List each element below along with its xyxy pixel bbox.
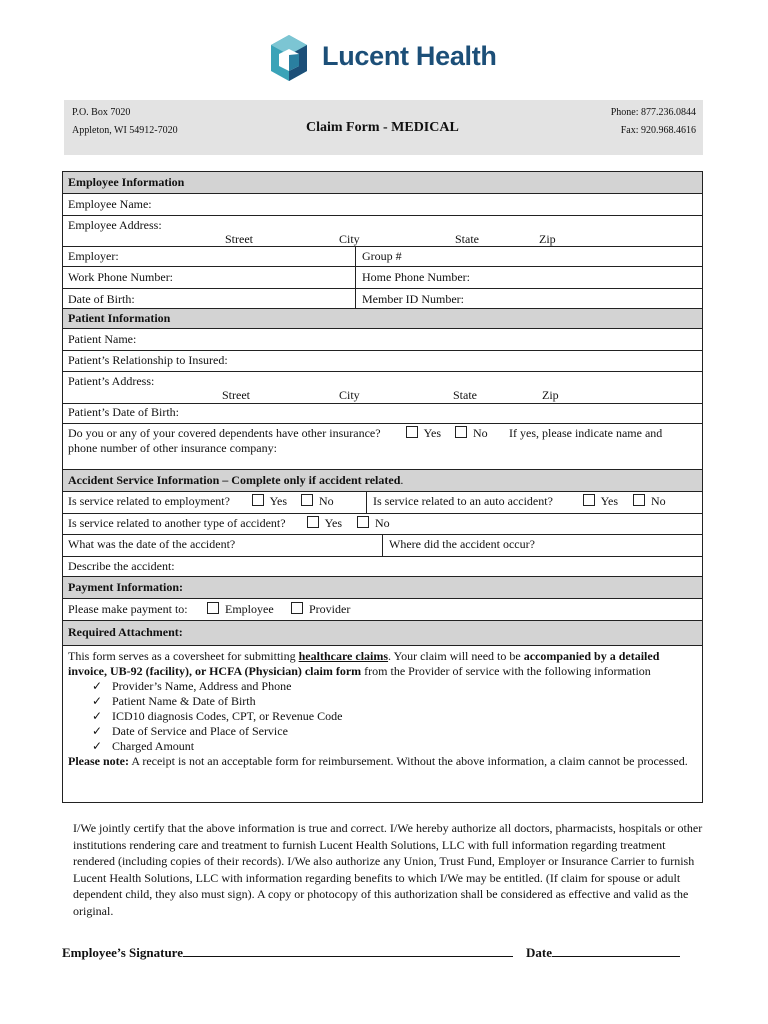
employment-yes[interactable]: Yes	[252, 494, 287, 509]
date-label: Date	[526, 945, 552, 960]
attachment-section-header: Required Attachment:	[63, 621, 702, 646]
employment-accident-row	[63, 492, 702, 514]
accident-divider-2	[382, 535, 383, 556]
other-insurance-followup: If yes, please indicate name and	[509, 426, 663, 440]
employee-dob-label: Date of Birth:	[68, 292, 135, 306]
checkmark-icon: ✓	[92, 709, 103, 723]
employer-label: Employer:	[68, 249, 119, 263]
state-label: State	[455, 232, 479, 246]
employee-signature-line[interactable]	[62, 944, 513, 961]
accident-date-label: What was the date of the accident?	[68, 537, 236, 551]
employment-no[interactable]: No	[301, 494, 334, 509]
note-text: A receipt is not an acceptable form for reimbursement. Without the above information, a claim cannot be processed.	[128, 754, 688, 768]
checkbox-icon[interactable]	[583, 494, 595, 506]
relationship-label: Patient’s Relationship to Insured:	[68, 353, 228, 367]
claim-form-table	[62, 171, 703, 803]
employee-name-label: Employee Name:	[68, 197, 152, 211]
member-id-label: Member ID Number:	[362, 292, 464, 306]
phone: Phone: 877.236.0844	[610, 107, 696, 118]
accident-where-label: Where did the accident occur?	[389, 537, 535, 551]
phone-row[interactable]	[63, 267, 702, 289]
fax: Fax: 920.968.4616	[620, 125, 696, 136]
payment-provider[interactable]: Provider	[291, 602, 350, 617]
lucent-health-logo	[268, 33, 508, 85]
attachment-list	[68, 679, 693, 754]
zip-label: Zip	[539, 232, 556, 246]
attachment-text: This form serves as a coversheet for submitting healthcare claims. Your claim will need to be accompanied by a detailed invoice, UB-92 (facility), or HCFA (Physician) claim form from the Provider of service with the following information ✓ Provider’s Name, Address and Phone ✓ Patient Name & Date of Birth ✓ ICD10 diagnosis Codes, CPT, or Revenue Code ✓ Date of Service and Place of Service ✓ Charged Amount Please note: A receipt is not an acceptable form for reimbursement. Without the above information, a claim cannot be processed.	[68, 649, 693, 769]
relationship-row[interactable]	[63, 351, 702, 372]
patient-name-label: Patient Name:	[68, 332, 137, 346]
other-accident-row	[63, 514, 702, 535]
signature-underline[interactable]	[183, 944, 513, 957]
state-label: State	[453, 388, 477, 402]
other-accident-no[interactable]: No	[357, 516, 390, 531]
date-underline[interactable]	[552, 944, 680, 957]
checkbox-icon[interactable]	[406, 426, 418, 438]
dob-row[interactable]	[63, 289, 702, 309]
signature-label: Employee’s Signature	[62, 945, 183, 960]
form-title: Claim Form - MEDICAL	[306, 120, 459, 135]
accident-section-header: Accident Service Information – Complete only if accident related.	[63, 470, 702, 492]
note-label: Please note:	[68, 754, 129, 768]
checkbox-icon[interactable]	[252, 494, 264, 506]
payment-employee[interactable]: Employee	[207, 602, 274, 617]
checkbox-icon[interactable]	[291, 602, 303, 614]
list-item: ✓ Patient Name & Date of Birth	[92, 694, 256, 708]
checkmark-icon: ✓	[92, 739, 103, 753]
patient-section-header: Patient Information	[63, 309, 702, 329]
work-phone-label: Work Phone Number:	[68, 270, 174, 284]
auto-no[interactable]: No	[633, 494, 666, 509]
other-accident-yes[interactable]: Yes	[307, 516, 342, 531]
payment-section-header: Payment Information:	[63, 577, 702, 599]
checkbox-icon[interactable]	[207, 602, 219, 614]
list-item: ✓ Provider’s Name, Address and Phone	[92, 679, 292, 693]
other-insurance-question: Do you or any of your covered dependents have other insurance?	[68, 426, 381, 440]
street-label: Street	[222, 388, 250, 402]
employment-question: Is service related to employment?	[68, 494, 230, 508]
list-item: ✓ ICD10 diagnosis Codes, CPT, or Revenue Code	[92, 709, 343, 723]
header-box	[64, 100, 703, 155]
group-label: Group #	[362, 249, 402, 263]
other-insurance-yes[interactable]: Yes	[406, 426, 441, 441]
certification-text: I/We jointly certify that the above information is true and correct. I/We hereby authorize all doctors, pharmacists, hospitals or other institutions rendering care and treatment to furnish Lucent Health Solutions, LLC with full information regarding treatment rendered (including copies of their records). I/We also authorize any Union, Trust Fund, Employer or Insurance Carrier to furnish Lucent Health Solutions, LLC with information regarding benefits to which I/We may be entitled. (If claim for spouse or adult dependent child, they also must sign). A copy or photocopy of this authorization shall be considered as effective and valid as the original.	[73, 821, 703, 918]
signature-date-line[interactable]	[526, 944, 680, 961]
describe-label: Describe the accident:	[68, 559, 175, 573]
checkmark-icon: ✓	[92, 724, 103, 738]
checkmark-icon: ✓	[92, 694, 103, 708]
hexagon-logo-icon	[268, 33, 310, 85]
patient-address-label: Patient’s Address:	[68, 374, 155, 388]
accident-divider-1	[366, 492, 367, 513]
checkbox-icon[interactable]	[455, 426, 467, 438]
checkmark-icon: ✓	[92, 679, 103, 693]
employee-address-label: Employee Address:	[68, 218, 162, 232]
payment-row	[63, 599, 702, 621]
patient-dob-row[interactable]	[63, 404, 702, 424]
employee-address-row[interactable]	[63, 216, 702, 247]
other-insurance-line2: phone number of other insurance company:	[68, 441, 277, 455]
checkbox-icon[interactable]	[307, 516, 319, 528]
employee-section-header: Employee Information	[63, 172, 702, 194]
checkbox-icon[interactable]	[357, 516, 369, 528]
city-label: City	[339, 232, 360, 246]
patient-name-row[interactable]	[63, 329, 702, 351]
zip-label: Zip	[542, 388, 559, 402]
other-insurance-no[interactable]: No	[455, 426, 488, 441]
patient-address-row[interactable]	[63, 372, 702, 404]
street-label: Street	[225, 232, 253, 246]
po-box: P.O. Box 7020	[72, 107, 131, 118]
auto-yes[interactable]: Yes	[583, 494, 618, 509]
city-label: City	[339, 388, 360, 402]
employer-row[interactable]	[63, 247, 702, 267]
city-line: Appleton, WI 54912-7020	[72, 125, 178, 136]
patient-dob-label: Patient’s Date of Birth:	[68, 405, 179, 419]
employee-name-row[interactable]	[63, 194, 702, 216]
other-accident-question: Is service related to another type of accident?	[68, 516, 286, 530]
checkbox-icon[interactable]	[301, 494, 313, 506]
list-item: ✓ Charged Amount	[92, 739, 195, 753]
attachment-body	[63, 646, 702, 802]
checkbox-icon[interactable]	[633, 494, 645, 506]
list-item: ✓ Date of Service and Place of Service	[92, 724, 288, 738]
home-phone-label: Home Phone Number:	[362, 270, 470, 284]
describe-row[interactable]	[63, 557, 702, 577]
payment-label: Please make payment to:	[68, 602, 188, 616]
brand-name: Lucent Health	[322, 41, 497, 71]
auto-question: Is service related to an auto accident?	[373, 494, 553, 508]
other-insurance-row	[63, 424, 702, 470]
employee-divider	[355, 247, 356, 308]
